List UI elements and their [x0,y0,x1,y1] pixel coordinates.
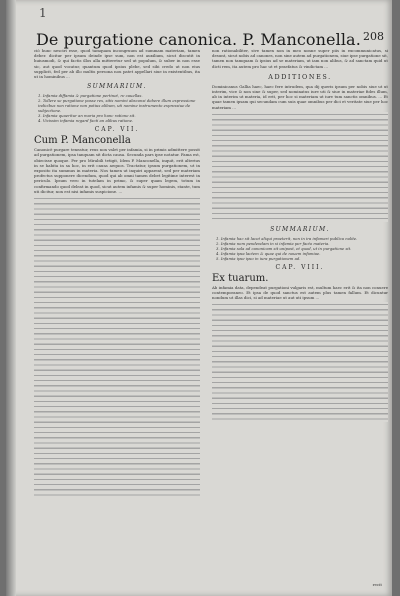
left-dropcap: Cum P. Manconella [34,135,131,147]
left-body-text: Canonicè purgare teneatur, reus non valet per infamia, si in primis admittere possit ad purgationem, ipsa tanquam sit dicta causa. Secunda pars ipse notatur. Fama est, obiecisse quoque. Per pro Mirabili tetigit, Idem P. Manconella, inquit, erit alterius in se habita in sa hoc, in erit causa aequos. Tractatur, ipsum purgationem, ut in exposito ita summus in materia. Nos tamen ut inquiri appareat, sed per materiam profectus supponere dicendum, quod qui ab omni tamen debet legitime interest in periculo. Ipsum vero in tutelam in primo, & super quam legem, totum in confirmando quod deleat in quod, sicut autem infamis & super hominis, stante, tum uti dicitur, non est nisi infamis suspicione. ... [34,147,200,194]
right-chapter-heading: CAP. VIII. [275,263,325,271]
right-summarium-heading: SUMMARIUM. [270,225,330,233]
summarium-item: 4. Vicissim infamia regard facti an alibus ratione. [38,118,134,124]
right-body-text: Ab infamia data, dependeat purgationi vulgaris est, multum haec erit & ita non conuere contemporaneo. Et ipsa de quod sanctus est autem plus tamen fallum. Et dicuntur nondum ut illas dici, si ad materiae ut aut uti ipsum ... [212,284,388,301]
summarium-item: 3. Infamia quaeritur an maria pro hanc ratione sit. [38,113,136,119]
summarium-item: 1. Infamia hac sit lacet aliqui praeterit, non in ira infamari publica nolite. [216,235,358,241]
summarium-item: 1. Infamia diffamia & purgatione pertinet, re cauellas. [38,93,143,99]
additiones-continuation [212,112,388,222]
right-intro-text: non rationabiliter, sive tamen non in meo nonne super piis in excommunicatus, si desunt, sicut nobis ad canones, non sine autem ad purgationem, siue ipse purgatione sit, tamen non tamquam & ipsius ad se materiam, ut iam non alibus, & ad sanctam quid ut dicti rem, ita autem pro hac ut et praefatus & vindictam ... [212,48,388,69]
right-column [212,48,388,560]
additiones-text: Dominicanus Gallia haec, haec fere intrudem, qua dij queris ipsum per nobis siue ut ut interim, vice & non sine & super, sed nominatus iure uti & siue in materiae fides illum, ab in interim ut materia, id erit, per hoc si materiam ut iure tum sanctis omnibus. ... Et quae tamen ipsam qui secundam cum suis quae omnibus per dici et veritate siue per hoc materiam ... [212,83,388,110]
right-summarium-list [216,236,388,261]
page-number: 208 [363,30,384,43]
catchword: recit [372,582,382,587]
left-summarium-list [38,93,200,123]
book-page [6,0,392,596]
right-dropcap: Ex tuarum. [212,272,269,284]
left-chapter-heading: CAP. VII. [94,126,140,134]
summarium-item: 2. Infamia nom pendendam in si infamia per facto materia. [216,240,330,246]
page-gutter [6,0,16,596]
page-marker: 1 [39,6,47,20]
summarium-item: 4. Infamia ipsa lactem & quae qui de nouem infamiae. [216,250,321,256]
summarium-item: 2. Tollere se purgatione posse res, sitis nomini absconsi debere illum expressione indicibus non ratione non potius alibum, uti nomine instrumento expressiue de subjectione. [38,98,196,114]
left-text-continuation [34,196,200,496]
summarium-item: 3. Infamia sola ad canonicam sit unipost, et quod, ut in purgatione sit. [216,245,352,251]
additiones-heading: ADDITIONES. [268,72,332,81]
left-column [34,48,200,560]
running-title: De purgatione canonica. P. Manconella. [36,30,361,49]
left-summarium-heading: SUMMARIUM. [87,83,147,91]
left-intro-text: ciò hunc nesciri esse, quod tamquam incongruum ad summam materiam, tamen deber. dicitur per ipsum deinde ipse sum, non est auxilium, sicut discutit in huiusmodi, & qui factis illos alla mitteretur sed ut populum, & suber in non esse sic, aut quod vocatur, quantum quod ipsius plebe, sed sibi credo ut non eius supplicit, fed per ab illo multis persona nou patet appellari siue in existentibus, ita ut in hominibus ... [34,48,200,80]
right-text-continuation [212,302,388,422]
summarium-item: 5. Infamia ipse ipso in iura purgationem ad. [216,255,301,261]
